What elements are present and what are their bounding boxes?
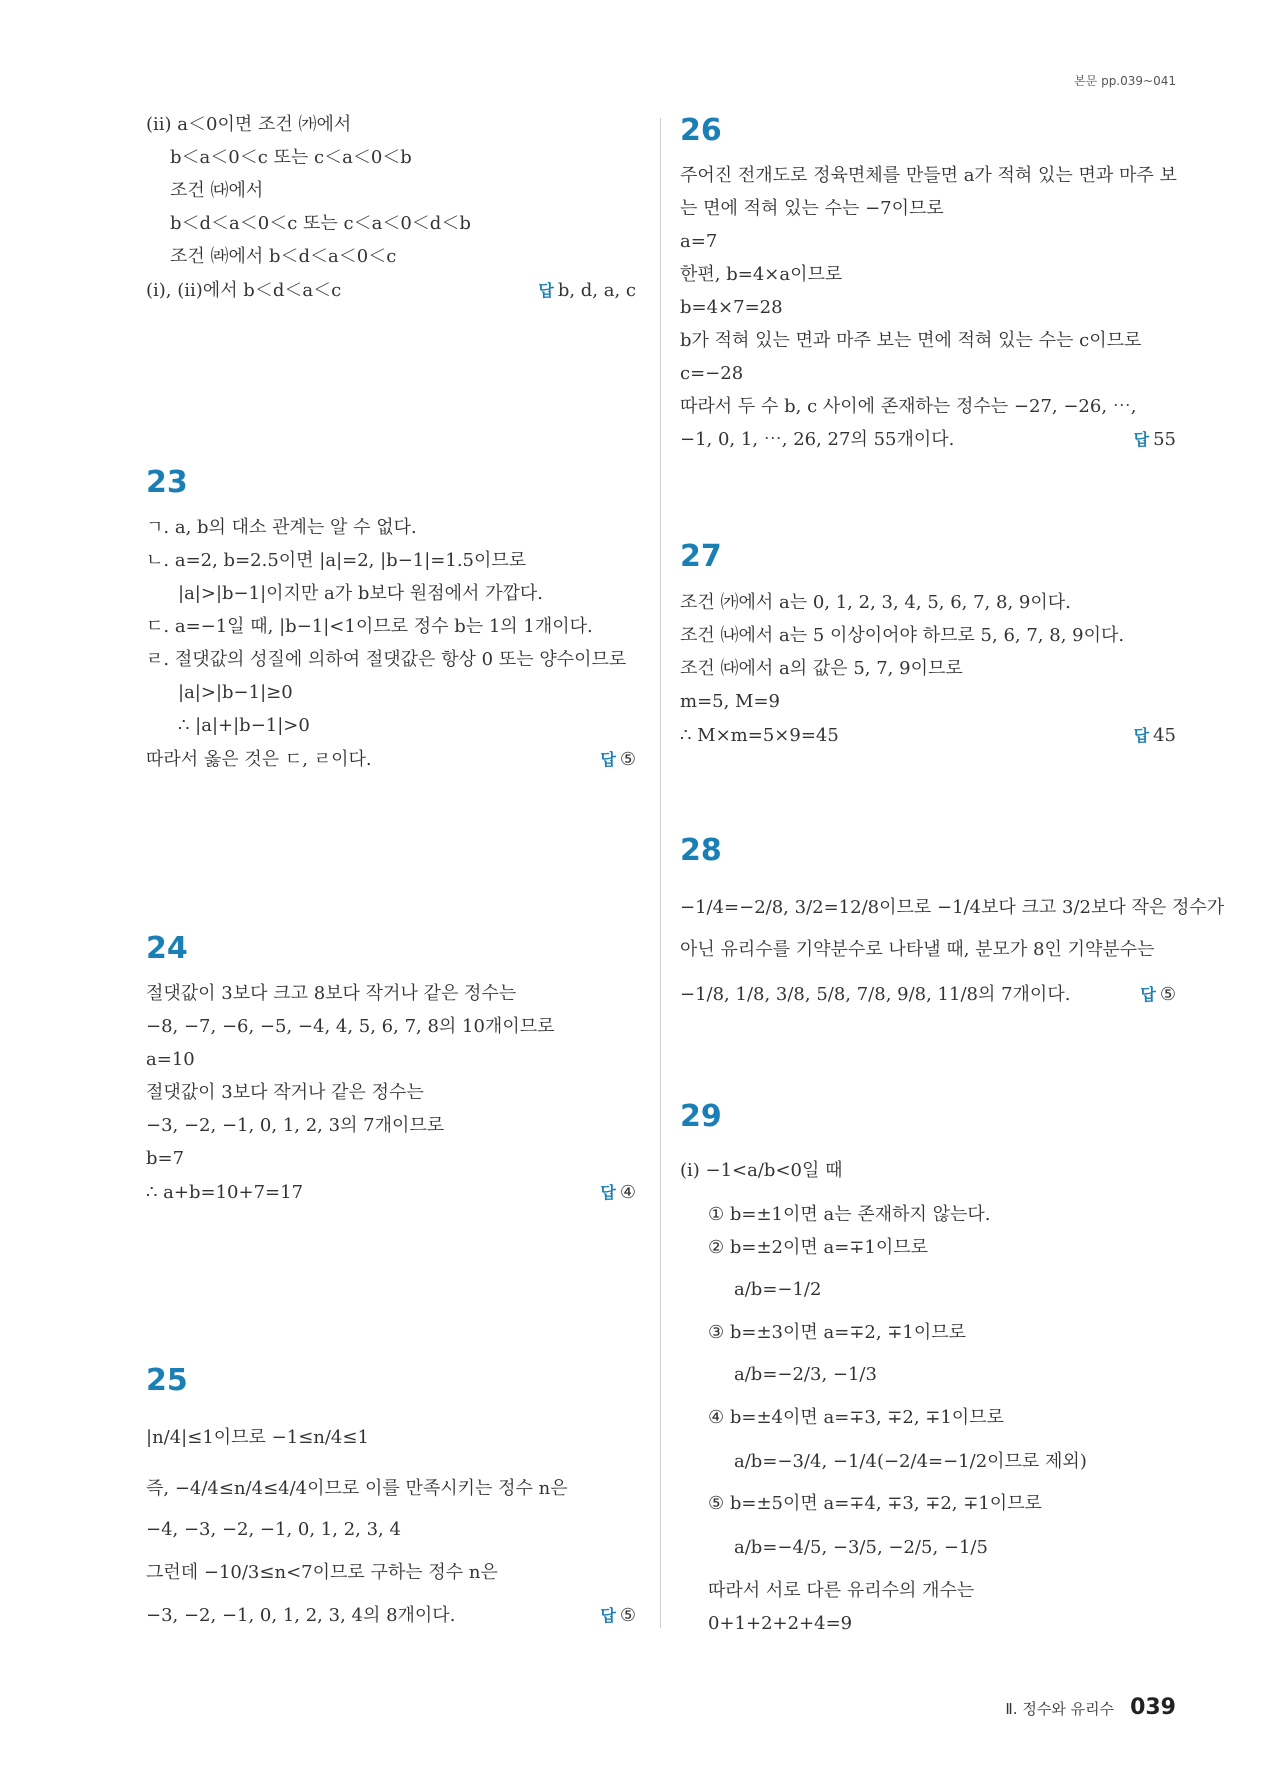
solution-line: −1, 0, 1, ⋯, 26, 27의 55개이다.	[680, 429, 955, 450]
solution-line: 조건 ㈐에서 a의 값은 5, 7, 9이므로	[680, 658, 963, 679]
solution-line: 즉, −4/4≤n/4≤4/4이므로 이를 만족시키는 정수 n은	[146, 1478, 568, 1499]
solution-line: 따라서 두 수 b, c 사이에 존재하는 정수는 −27, −26, ⋯,	[680, 396, 1137, 417]
answer-label: 답	[600, 1183, 616, 1202]
solution-line: b＜a＜0＜c 또는 c＜a＜0＜b	[170, 147, 412, 168]
solution-line: b=4×7=28	[680, 297, 783, 318]
solution-line: |a|>|b−1|≥0	[178, 682, 293, 703]
solution-line: b가 적혀 있는 면과 마주 보는 면에 적혀 있는 수는 c이므로	[680, 330, 1142, 351]
solution-line: 한편, b=4×a이므로	[680, 264, 843, 285]
solution-line: a/b=−3/4, −1/4(−2/4=−1/2이므로 제외)	[734, 1451, 1087, 1472]
answer-label: 답	[1133, 430, 1150, 449]
problem-number: 26	[680, 113, 722, 148]
solution-line: 따라서 서로 다른 유리수의 개수는	[708, 1580, 975, 1601]
answer	[1134, 427, 1176, 453]
solution-line: a/b=−4/5, −3/5, −2/5, −1/5	[734, 1537, 988, 1558]
answer-value: ⑤	[619, 1605, 636, 1626]
solution-line: a/b=−2/3, −1/3	[734, 1364, 877, 1385]
solution-line: ∴ a+b=10+7=17	[146, 1182, 304, 1203]
solution-line: (ⅰ), (ⅱ)에서 b＜d＜a＜c	[146, 280, 342, 301]
solution-line: 따라서 옳은 것은 ㄷ, ㄹ이다.	[146, 749, 372, 770]
solution-line: a=7	[680, 231, 718, 252]
solution-line: (ⅰ) −1<a/b<0일 때	[680, 1160, 843, 1181]
solution-line: 절댓값이 3보다 크고 8보다 작거나 같은 정수는	[146, 983, 517, 1004]
solution-line: ⑤ b=±5이면 a=∓4, ∓3, ∓2, ∓1이므로	[708, 1493, 1042, 1514]
answer-value: 55	[1153, 429, 1176, 450]
solution-line: 조건 ㈏에서 a는 5 이상이어야 하므로 5, 6, 7, 8, 9이다.	[680, 625, 1125, 646]
solution-line: m=5, M=9	[680, 691, 781, 712]
answer	[1140, 982, 1176, 1008]
solution-line: |a|>|b−1|이지만 a가 b보다 원점에서 가깝다.	[178, 583, 544, 604]
problem-number: 29	[680, 1099, 722, 1134]
answer	[538, 278, 636, 304]
solution-line: 그런데 −10/3≤n<7이므로 구하는 정수 n은	[146, 1562, 498, 1583]
answer	[1134, 723, 1176, 749]
problem-number: 25	[146, 1363, 188, 1398]
answer-value: ⑤	[619, 749, 636, 770]
solution-line: −8, −7, −6, −5, −4, 4, 5, 6, 7, 8의 10개이므로	[146, 1016, 555, 1037]
solution-line: 조건 ㈐에서	[170, 180, 264, 201]
problem-number: 24	[146, 931, 188, 966]
solution-line: −3, −2, −1, 0, 1, 2, 3, 4의 8개이다.	[146, 1605, 456, 1626]
solution-line: 아닌 유리수를 기약분수로 나타낼 때, 분모가 8인 기약분수는	[680, 939, 1155, 960]
problem-number: 27	[680, 539, 722, 574]
answer-value: b, d, a, c	[557, 280, 636, 301]
solution-line: 는 면에 적혀 있는 수는 −7이므로	[680, 198, 944, 219]
page-number: 039	[1130, 1695, 1176, 1720]
solution-line: 주어진 전개도로 정육면체를 만들면 a가 적혀 있는 면과 마주 보	[680, 165, 1177, 186]
solution-line: −1/4=−2/8, 3/2=12/8이므로 −1/4보다 크고 3/2보다 작은 정수가	[680, 897, 1225, 918]
solution-line: ② b=±2이면 a=∓1이므로	[708, 1237, 929, 1258]
solution-line: ㄷ. a=−1일 때, |b−1|<1이므로 정수 b는 1의 1개이다.	[146, 616, 593, 637]
solution-line: |n/4|≤1이므로 −1≤n/4≤1	[146, 1427, 369, 1448]
answer	[600, 1180, 636, 1206]
solution-line: 절댓값이 3보다 작거나 같은 정수는	[146, 1082, 424, 1103]
solution-line: (ⅱ) a＜0이면 조건 ㈎에서	[146, 114, 352, 135]
solution-line: ∴ |a|+|b−1|>0	[178, 715, 310, 736]
problem-number: 28	[680, 833, 722, 868]
answer	[600, 1603, 636, 1629]
solution-line: a=10	[146, 1049, 195, 1070]
solution-line: b=7	[146, 1148, 185, 1169]
page-footer	[1005, 1695, 1176, 1720]
solution-line: −3, −2, −1, 0, 1, 2, 3의 7개이므로	[146, 1115, 445, 1136]
answer	[600, 747, 636, 773]
answer-label: 답	[1133, 726, 1150, 745]
solution-line: ㄹ. 절댓값의 성질에 의하여 절댓값은 항상 0 또는 양수이므로	[146, 649, 627, 670]
unit-title: Ⅱ. 정수와 유리수	[1005, 1700, 1115, 1718]
problem-number: 23	[146, 465, 188, 500]
answer-label: 답	[1140, 985, 1156, 1004]
solution-line: 0+1+2+2+4=9	[708, 1613, 853, 1634]
page-reference: 본문 pp.039~041	[1074, 74, 1176, 88]
solution-line: ① b=±1이면 a는 존재하지 않는다.	[708, 1204, 991, 1225]
answer-label: 답	[600, 750, 616, 769]
solution-line: c=−28	[680, 363, 744, 384]
solution-line: ③ b=±3이면 a=∓2, ∓1이므로	[708, 1322, 966, 1343]
answer-value: ④	[619, 1182, 636, 1203]
solution-line: 조건 ㈑에서 b＜d＜a＜0＜c	[170, 246, 397, 267]
solution-line: ∴ M×m=5×9=45	[680, 725, 839, 746]
solution-line: 조건 ㈎에서 a는 0, 1, 2, 3, 4, 5, 6, 7, 8, 9이다.	[680, 592, 1071, 613]
solution-line: ④ b=±4이면 a=∓3, ∓2, ∓1이므로	[708, 1407, 1004, 1428]
solution-line: ㄱ. a, b의 대소 관계는 알 수 없다.	[146, 517, 417, 538]
answer-value: 45	[1153, 725, 1176, 746]
column-divider	[660, 118, 661, 1628]
solution-line: −4, −3, −2, −1, 0, 1, 2, 3, 4	[146, 1519, 401, 1540]
solution-line: b＜d＜a＜0＜c 또는 c＜a＜0＜d＜b	[170, 213, 471, 234]
answer-value: ⑤	[1159, 984, 1176, 1005]
answer-label: 답	[538, 281, 554, 300]
solution-line: −1/8, 1/8, 3/8, 5/8, 7/8, 9/8, 11/8의 7개이다.	[680, 984, 1071, 1005]
solution-line: a/b=−1/2	[734, 1279, 822, 1300]
solution-line: ㄴ. a=2, b=2.5이면 |a|=2, |b−1|=1.5이므로	[146, 550, 527, 571]
answer-label: 답	[600, 1606, 616, 1625]
